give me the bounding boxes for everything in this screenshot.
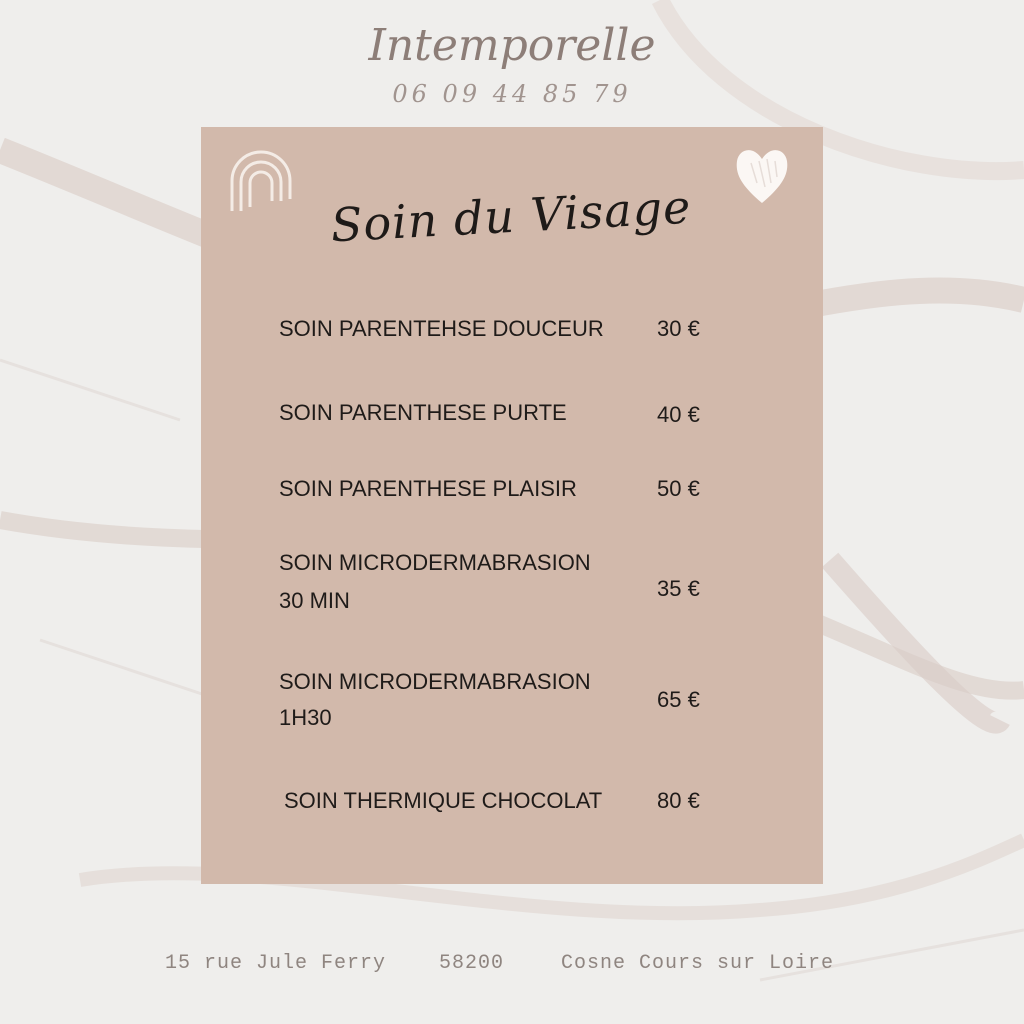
service-price: 65 € — [657, 687, 700, 712]
service-name-second-line: 1H30 — [279, 705, 332, 730]
service-price: 35 € — [657, 576, 700, 601]
service-price: 30 € — [657, 316, 700, 341]
menu-card — [201, 127, 823, 884]
service-price: 40 € — [657, 402, 700, 427]
service-name: SOIN PARENTHESE PLAISIR — [279, 476, 577, 501]
service-price: 80 € — [657, 788, 700, 813]
heart-icon — [733, 143, 791, 205]
address-city: Cosne Cours sur Loire — [561, 952, 835, 975]
service-name: SOIN MICRODERMABRASION — [279, 669, 591, 694]
service-name: SOIN PARENTEHSE DOUCEUR — [279, 316, 604, 341]
menu-title: Soin du Visage — [329, 179, 693, 253]
service-name: SOIN MICRODERMABRASION — [279, 550, 591, 575]
address-street: 15 rue Jule Ferry — [165, 952, 387, 975]
service-name: SOIN PARENTHESE PURTE — [279, 400, 567, 425]
address-postcode: 58200 — [439, 952, 505, 975]
brand-name: Intemporelle — [368, 20, 656, 71]
service-price: 50 € — [657, 476, 700, 501]
phone-number: 06 09 44 85 79 — [392, 80, 632, 108]
service-name-second-line: 30 MIN — [279, 588, 350, 613]
service-name: SOIN THERMIQUE CHOCOLAT — [284, 788, 603, 813]
rainbow-icon — [226, 141, 296, 213]
